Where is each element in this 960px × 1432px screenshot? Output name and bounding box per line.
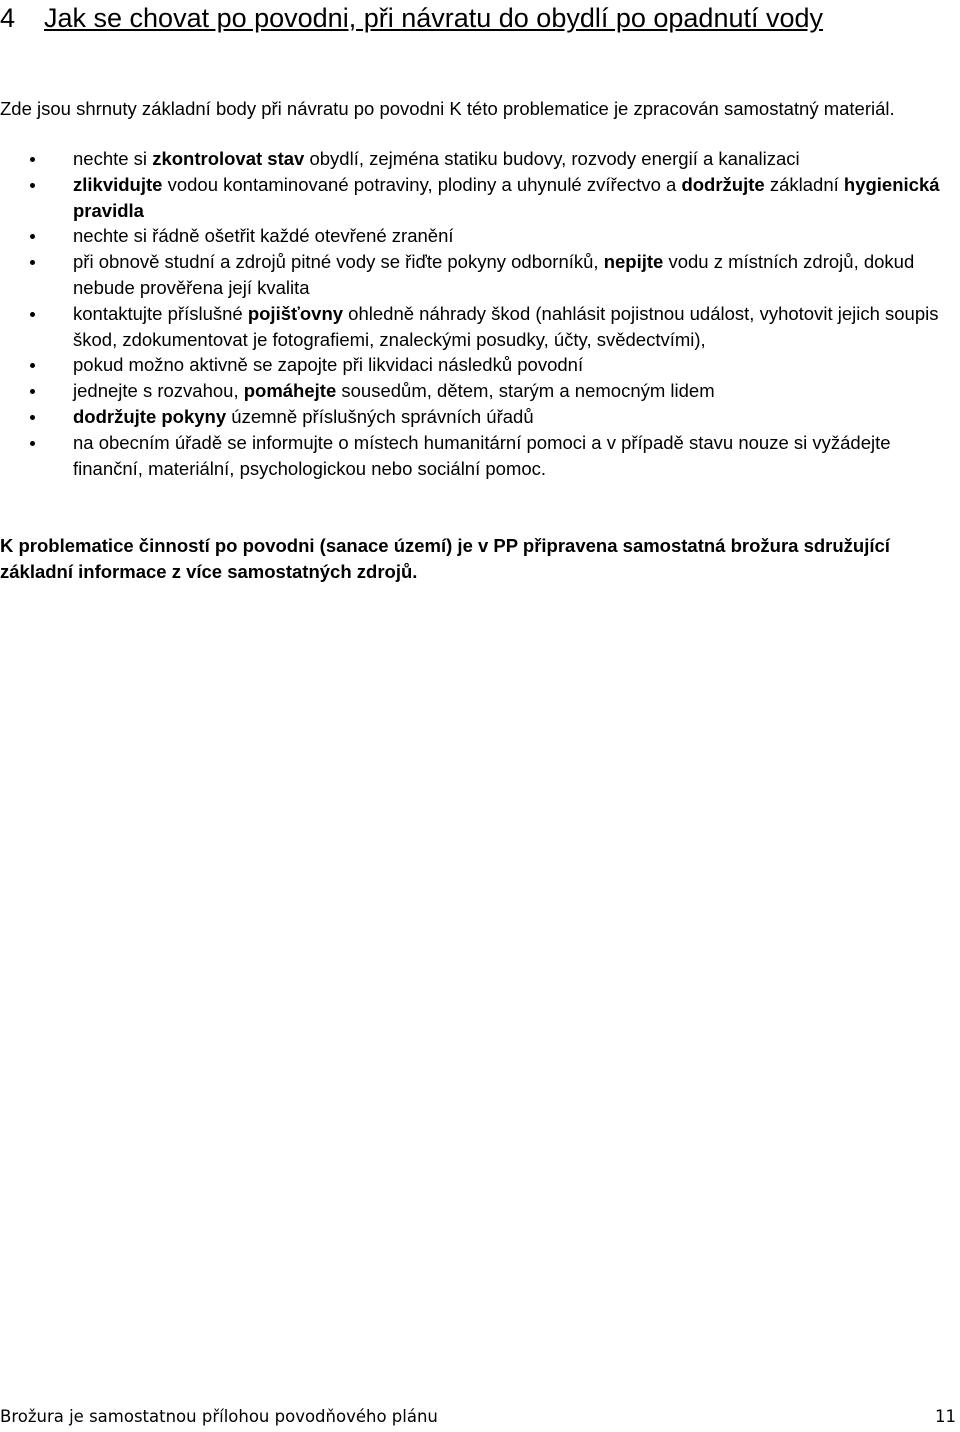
bullet-text: pokud možno aktivně se zapojte při likvidaci následků povodní (73, 354, 584, 376)
bullet-text: nechte si (73, 148, 153, 169)
page-footer (0, 1405, 960, 1429)
bullet-item (0, 404, 960, 430)
bullet-item (0, 146, 960, 172)
bullet-bold-text: dodržujte pokyny (73, 405, 227, 427)
bullet-text: obydlí, zejména statiku budovy, rozvody energií a kanalizaci (304, 148, 800, 169)
intro-paragraph: Zde jsou shrnuty základní body při návratu po povodni K této problematice je zpracován samostatný materiál. (0, 98, 895, 119)
bullet-text: na obecním úřadě se informujte o místech humanitární pomoci a v případě stavu nouze si vyžádejte finanční, materiální, psychologickou nebo sociální pomoc. (73, 431, 891, 479)
bullet-text: při obnově studní a zdrojů pitné vody se řiďte pokyny odborníků, (73, 251, 604, 273)
bullet-dot-icon (30, 234, 35, 239)
bullet-bold-text: pojišťovny (247, 302, 344, 324)
bullet-bold-text: zlikvidujte (73, 173, 163, 195)
bullet-item (0, 172, 960, 224)
bullet-dot-icon (30, 260, 35, 265)
bullet-text: jednejte s rozvahou, (73, 380, 244, 402)
bullet-dot-icon (30, 183, 35, 188)
bullet-item (0, 301, 960, 353)
bullet-text: územně příslušných správních úřadů (226, 405, 534, 427)
section-number: 4 (0, 3, 16, 33)
section-heading (0, 0, 940, 36)
bullet-text: ohledně náhrady škod (nahlásit pojistnou událost, vyhotovit jejich soupis škod, zdokumentovat je fotografiemi, znaleckými posudky, účty, svědectvími), (73, 302, 939, 350)
bullet-dot-icon (30, 157, 35, 162)
bullet-bold-text: nepijte (603, 251, 664, 273)
summary-paragraph: K problematice činností po povodni (sanace území) je v PP připravena samostatná brožura sdružující základní informace z více samostatných zdrojů. (0, 535, 890, 582)
bullet-text: nechte si řádně ošetřit každé otevřené zranění (73, 225, 454, 247)
bullet-bold-text: zkontrolovat stav (152, 148, 305, 169)
bullet-text: sousedům, dětem, starým a nemocným lidem (336, 380, 715, 402)
bullet-item (0, 249, 960, 301)
bullet-dot-icon (30, 389, 35, 394)
bullet-item (0, 352, 960, 378)
bullet-item (0, 430, 960, 482)
bullet-item (0, 378, 960, 404)
bullet-bold-text: dodržujte (681, 173, 765, 195)
bullet-item (0, 223, 960, 249)
bullet-dot-icon (30, 441, 35, 446)
bullet-text: vodu z místních zdrojů, dokud nebude prověřena její kvalita (73, 251, 915, 298)
bullet-dot-icon (30, 363, 35, 368)
bullet-bold-text: pomáhejte (243, 380, 337, 402)
bullet-dot-icon (30, 415, 35, 420)
bullet-text: kontaktujte příslušné (73, 302, 248, 324)
section-title: Jak se chovat po povodni, při návratu do obydlí po opadnutí vody (44, 3, 824, 33)
bullet-text: základní (764, 173, 844, 195)
bullet-text: vodou kontaminované potraviny, plodiny a uhynulé zvířectvo a (162, 173, 682, 195)
bullet-dot-icon (30, 312, 35, 317)
bullet-list (0, 146, 960, 481)
page-number: 11 (935, 1407, 956, 1426)
bullet-bold-text: hygienická pravidla (73, 173, 940, 221)
footer-text: Brožura je samostatnou přílohou povodňového plánu (0, 1407, 438, 1426)
